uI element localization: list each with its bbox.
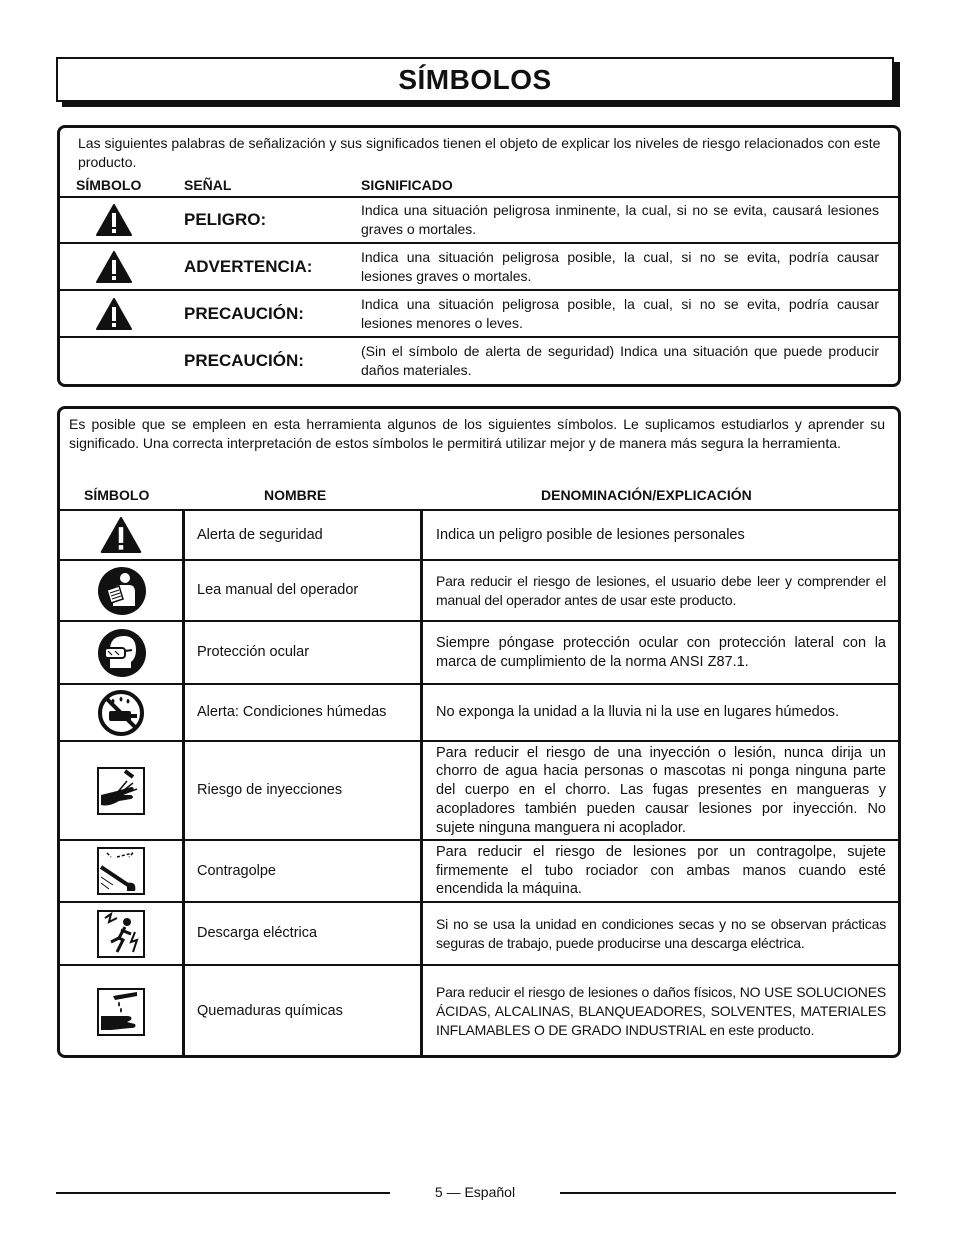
page-number: 5 — Español [434, 1184, 516, 1200]
symbol-name: Riesgo de inyecciones [197, 782, 343, 798]
symbol-name: Alerta de seguridad [197, 526, 323, 543]
chemical-burn-icon [97, 966, 145, 1057]
symbol-explanation: Si no se usa la unidad en condiciones secas y no se observan prácticas seguras de trabajo, puede producirse una descarga eléctrica. [436, 915, 886, 951]
injection-risk-icon [97, 742, 145, 839]
warning-triangle-icon [96, 198, 132, 242]
safety-alert-icon [100, 511, 142, 559]
signal-row-precaucion-no-symbol [60, 336, 898, 384]
symbol-explanation: Para reducir el riesgo de lesiones, el usuario debe leer y comprender el manual del operador antes de usar este producto. [436, 572, 886, 608]
read-manual-icon [97, 561, 147, 620]
kickback-icon [97, 841, 145, 901]
symbol-explanation: Para reducir el riesgo de lesiones por un contragolpe, sujete firmemente el tubo rociador con ambas manos cuando esté encendida la máquina. [436, 843, 886, 898]
symbol-row-wet-conditions [60, 683, 898, 740]
header-signal: SEÑAL [184, 177, 232, 193]
wet-conditions-icon [97, 685, 145, 740]
symbol-row-read-manual [60, 559, 898, 620]
symbol-name: Descarga eléctrica [197, 925, 318, 941]
symbol-explanation: Indica un peligro posible de lesiones personales [436, 526, 745, 543]
footer-rule-right [560, 1192, 896, 1194]
header-symbol: SÍMBOLO [76, 177, 142, 193]
warning-triangle-icon [96, 244, 132, 289]
symbol-name: Protección ocular [197, 644, 310, 660]
eye-protection-icon [97, 622, 147, 683]
symbol-name: Alerta: Condiciones húmedas [197, 704, 387, 720]
signal-row-peligro [60, 196, 898, 242]
symbol-row-eye-protection [60, 620, 898, 683]
symbols-intro: Es posible que se empleen en esta herramienta algunos de los siguientes símbolos. Le suplicamos estudiarlos y aprender su significado. Una correcta interpretación de estos símbolos le permitirá utilizar mejor y de manera más segura la herramienta. [69, 416, 885, 451]
symbol-row-kickback [60, 839, 898, 901]
signal-meaning: Indica una situación peligrosa posible, la cual, si no se evita, podría causar lesiones graves o mortales. [361, 248, 879, 284]
symbol-name: Lea manual del operador [197, 582, 359, 598]
footer-rule-left [56, 1192, 390, 1194]
header-meaning: SIGNIFICADO [361, 177, 453, 193]
symbol-row-injection-risk [60, 740, 898, 839]
signal-row-advertencia [60, 242, 898, 289]
symbol-explanation: Para reducir el riesgo de una inyección o lesión, nunca dirija un chorro de agua hacia personas o mascotas ni ponga ninguna parte del cuerpo en el chorro. Las fugas presentes en mangueras y acopladores también pueden causar lesiones por inyección. No sujete ninguna manguera ni acoplador. [436, 744, 886, 836]
title-box [56, 57, 894, 102]
signal-label: PRECAUCIÓN: [184, 351, 304, 370]
header-name: NOMBRE [264, 487, 327, 503]
signal-label: PRECAUCIÓN: [184, 303, 304, 323]
signal-meaning: Indica una situación peligrosa posible, la cual, si no se evita, podría causar lesiones menores o leves. [361, 295, 879, 331]
symbol-row-chemical-burn [60, 964, 898, 1057]
symbol-row-safety-alert [60, 509, 898, 559]
signal-meaning: (Sin el símbolo de alerta de seguridad) Indica una situación que puede producir daños materiales. [361, 343, 879, 378]
signal-intro: Las siguientes palabras de señalización y sus significados tienen el objeto de explicar los niveles de riesgo relacionados con este producto. [78, 135, 881, 170]
signal-words-panel [57, 125, 901, 387]
signal-label: ADVERTENCIA: [184, 256, 313, 276]
symbols-panel [57, 406, 901, 1058]
electric-shock-icon [97, 903, 145, 964]
signal-meaning: Indica una situación peligrosa inminente, la cual, si no se evita, causará lesiones graves o mortales. [361, 202, 879, 237]
warning-triangle-icon [96, 291, 132, 336]
symbol-row-electric-shock [60, 901, 898, 964]
symbol-explanation: No exponga la unidad a la lluvia ni la use en lugares húmedos. [436, 704, 840, 721]
symbol-explanation: Para reducir el riesgo de lesiones o daños físicos, NO USE SOLUCIONES ÁCIDAS, ALCALINAS, BLANQUEADORES, SOLVENTES, MATERIALES INFLAMABLES O DE GRADO INDUSTRIAL en este producto. [436, 984, 886, 1038]
symbol-explanation: Siempre póngase protección ocular con protección lateral con la marca de cumplimiento de la norma ANSI Z87.1. [436, 634, 886, 670]
page-title: SÍMBOLOS [398, 64, 552, 95]
signal-row-precaucion [60, 289, 898, 336]
symbol-name: Contragolpe [197, 862, 276, 879]
symbol-name: Quemaduras químicas [197, 1003, 343, 1019]
signal-label: PELIGRO: [184, 210, 267, 229]
header-explanation: DENOMINACIÓN/EXPLICACIÓN [541, 487, 752, 503]
header-symbol: SÍMBOLO [84, 487, 150, 503]
